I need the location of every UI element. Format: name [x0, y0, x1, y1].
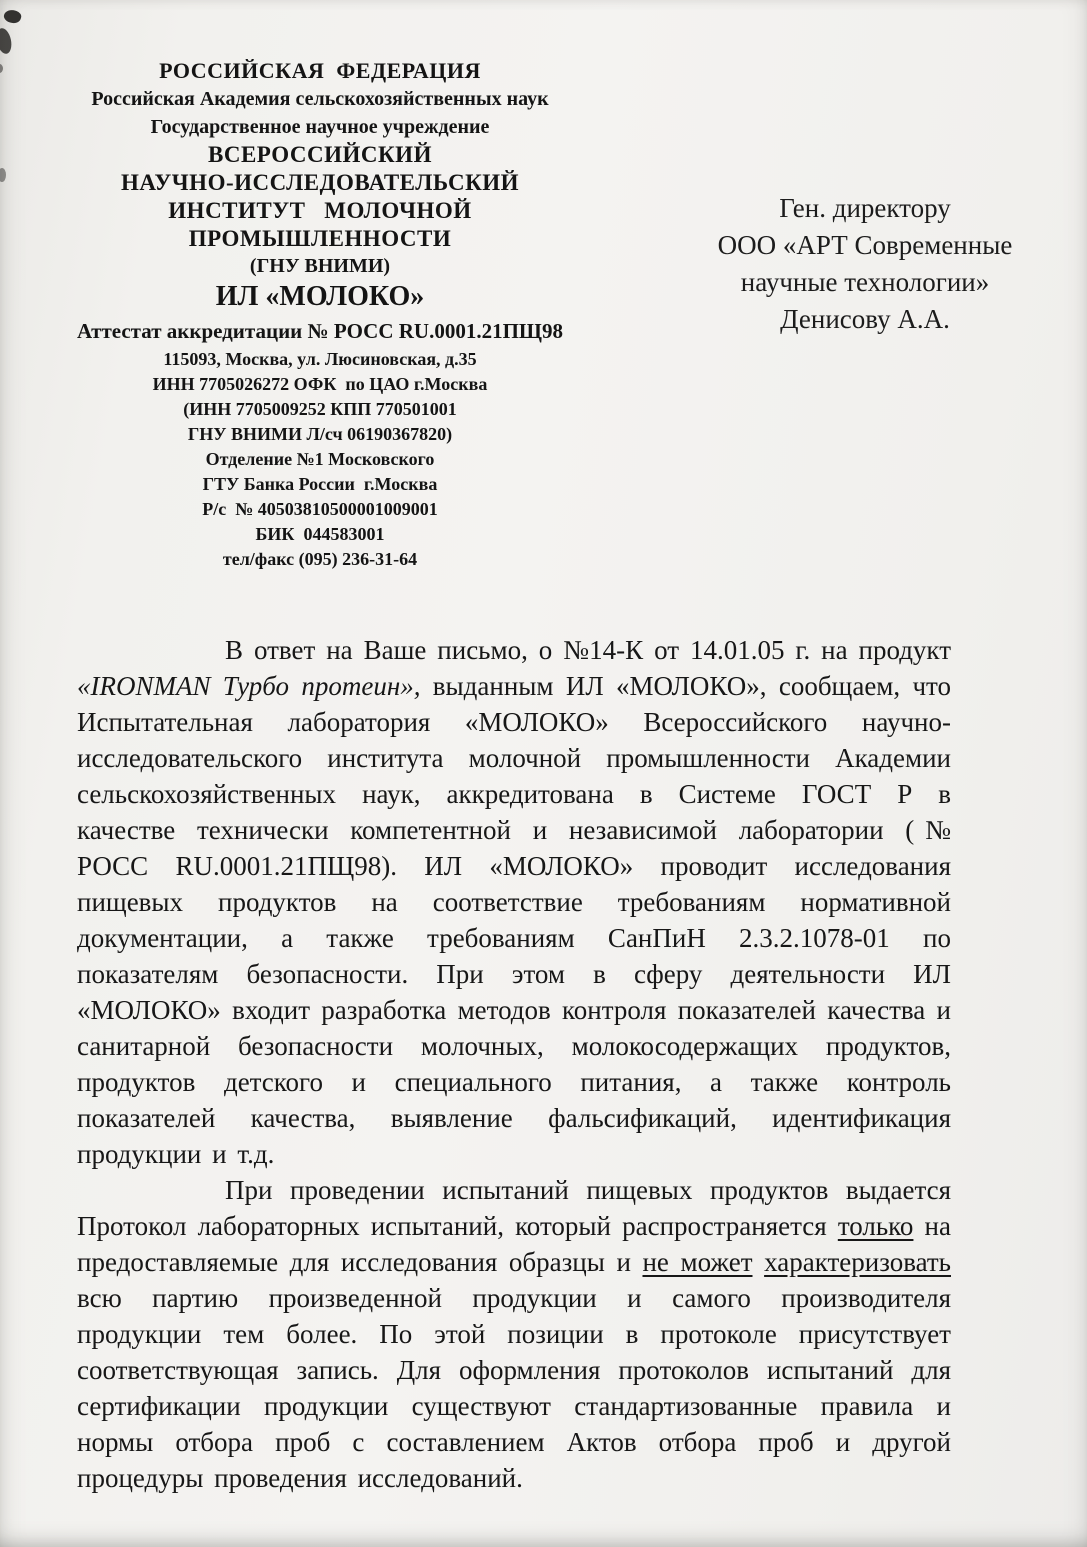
- body-paragraph-2: [77, 1172, 951, 1496]
- letterhead: [30, 56, 610, 572]
- letterhead-bank-branch: Отделение №1 Московского: [205, 449, 435, 469]
- recipient-title: Ген. директору: [779, 193, 951, 223]
- recipient-company: научные технологии»: [740, 267, 990, 297]
- letterhead-bik: БИК 044583001: [255, 524, 385, 544]
- letterhead-accreditation: Аттестат аккредитации № РОСС RU.0001.21ПЩ98: [77, 319, 563, 343]
- underlined-text: только: [837, 1211, 914, 1241]
- body-text: выданным ИЛ «МОЛОКО», сообщаем, что Испытательная лаборатория «МОЛОКО» Всероссийского научно- исследовательского института молочной промышленности Академии сельскохозяйственных наук, аккредитована в Системе ГОСТ Р в качестве технически компетентной и независимой лаборатории (№ РОСС RU.0001.21ПЩ98). ИЛ «МОЛОКО» проводит исследования пищевых продуктов на соответствие требованиям нормативной документации, а также требованиям СанПиН 2.3.2.1078-01 по показателям безопасности. При этом в сферу деятельности ИЛ «МОЛОКО» входит разработка методов контроля показателей качества и санитарной безопасности молочных, молокосодержащих продуктов, продуктов детского и специального питания, а также контроль показателей качества, выявление фальсификаций, идентификация продукции и т.д.: [77, 671, 951, 1169]
- underlined-text: характеризовать: [764, 1247, 951, 1277]
- product-name-italic: «IRONMAN Турбо протеин»,: [77, 671, 421, 701]
- scan-artifact-speck: [0, 168, 6, 182]
- letterhead-bank-name: ГТУ Банка России г.Москва: [202, 474, 438, 494]
- letterhead-inn-kpp: (ИНН 7705009252 КПП 770501001: [183, 399, 457, 419]
- letterhead-settlement-account: Р/с № 40503810500001009001: [202, 499, 438, 519]
- letterhead-lab-name: ИЛ «МОЛОКО»: [215, 281, 425, 312]
- letter-body: [77, 632, 951, 1496]
- letterhead-abbreviation: (ГНУ ВНИМИ): [249, 255, 391, 277]
- letterhead-institute-name: НАУЧНО-ИССЛЕДОВАТЕЛЬСКИЙ: [120, 170, 520, 195]
- body-text: на предоставляемые для исследования образцы и: [77, 1211, 951, 1277]
- body-text: всю партию произведенной продукции и самого производителя продукции тем более. По этой позиции в протоколе присутствует соответствующая запись. Для оформления протоколов испытаний для сертификации продукции существуют стандартизованные правила и нормы отбора проб с составлением Актов отбора проб и другой процедуры проведения исследований.: [77, 1283, 951, 1493]
- letterhead-account-lsch: ГНУ ВНИМИ Л/сч 06190367820): [187, 424, 453, 444]
- scan-artifact-speck: [0, 27, 14, 55]
- letterhead-address: 115093, Москва, ул. Люсиновская, д.35: [163, 349, 477, 369]
- underlined-text: не может: [642, 1247, 753, 1277]
- recipient-block: [695, 190, 1035, 338]
- letterhead-inn: ИНН 7705026272 ОФК по ЦАО г.Москва: [152, 374, 488, 394]
- letterhead-institution: Государственное научное учреждение: [150, 116, 490, 138]
- body-paragraph-1: [77, 632, 951, 1172]
- scan-artifact-speck: [0, 64, 3, 73]
- recipient-person: Денисову А.А.: [780, 304, 950, 334]
- body-text: [753, 1247, 765, 1277]
- body-text: При проведении испытаний пищевых продуктов выдается Протокол лабораторных испытаний, который распространяется: [77, 1175, 951, 1241]
- body-text: В ответ на Ваше письмо, о №14-К от 14.01.05 г. на продукт: [225, 635, 951, 665]
- letterhead-institute-name: ПРОМЫШЛЕННОСТИ: [188, 226, 452, 251]
- scan-artifact-speck: [2, 8, 22, 26]
- letterhead-academy: Российская Академия сельскохозяйственных наук: [91, 88, 549, 110]
- letterhead-institute-name: ИНСТИТУТ МОЛОЧНОЙ: [168, 198, 472, 223]
- letterhead-country: РОССИЙСКАЯ ФЕДЕРАЦИЯ: [159, 58, 481, 83]
- letterhead-phone-fax: тел/факс (095) 236-31-64: [222, 549, 418, 569]
- letterhead-institute-name: ВСЕРОССИЙСКИЙ: [208, 142, 432, 167]
- recipient-company: ООО «АРТ Современные: [717, 230, 1013, 260]
